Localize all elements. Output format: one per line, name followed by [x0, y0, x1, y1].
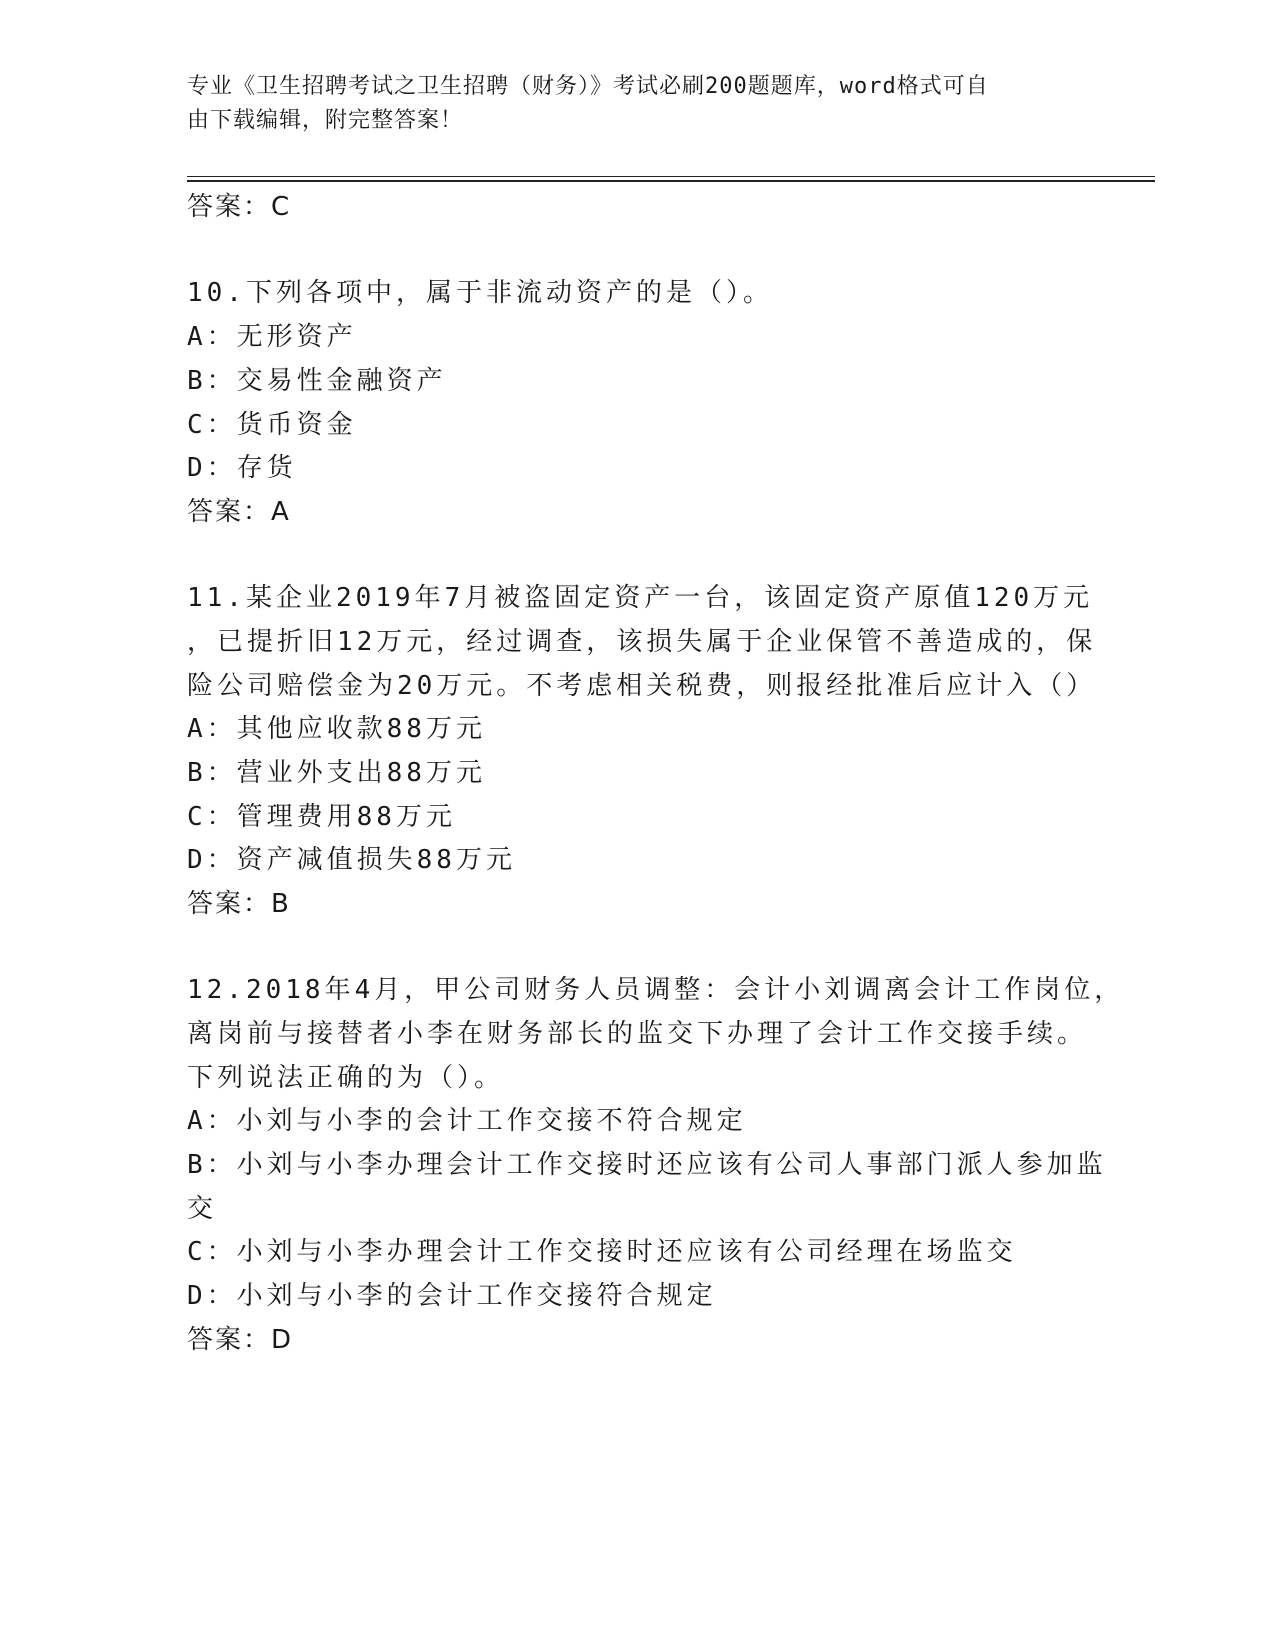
document-header — [187, 70, 1087, 138]
question-11-answer: 答案：B — [187, 889, 291, 919]
question-10-option-c: C：货币资金 — [187, 410, 357, 440]
previous-answer: 答案：C — [187, 192, 292, 222]
header-line-2: 由下载编辑，附完整答案！ — [187, 108, 464, 133]
question-12-option-c: C：小刘与小李办理会计工作交接时还应该有公司经理在场监交 — [187, 1237, 1017, 1267]
question-10-option-b: B：交易性金融资产 — [187, 366, 447, 396]
question-11-option-d: D：资产减值损失88万元 — [187, 845, 516, 875]
question-11-option-c: C：管理费用88万元 — [187, 802, 456, 832]
question-12-stem-line-1: 12.2018年4月，甲公司财务人员调整：会计小刘调离会计工作岗位， — [187, 975, 1125, 1005]
question-12-stem-line-2: 离岗前与接替者小李在财务部长的监交下办理了会计工作交接手续。 — [187, 1019, 1088, 1049]
question-12-option-a: A：小刘与小李的会计工作交接不符合规定 — [187, 1106, 747, 1136]
question-11-stem-line-2: ，已提折旧12万元，经过调查，该损失属于企业保管不善造成的，保 — [187, 627, 1097, 657]
question-11-option-b: B：营业外支出88万元 — [187, 758, 486, 788]
question-12-option-d: D：小刘与小李的会计工作交接符合规定 — [187, 1281, 717, 1311]
question-10-answer: 答案：A — [187, 497, 291, 527]
header-divider-thin — [187, 176, 1155, 177]
question-11-option-a: A：其他应收款88万元 — [187, 714, 486, 744]
question-12-stem-line-3: 下列说法正确的为（）。 — [187, 1063, 505, 1093]
question-10-option-a: A：无形资产 — [187, 322, 357, 352]
question-10-option-d: D：存货 — [187, 453, 297, 483]
question-12-option-b-continued: 交 — [187, 1194, 218, 1224]
question-12-option-b: B：小刘与小李办理会计工作交接时还应该有公司人事部门派人参加监 — [187, 1150, 1107, 1180]
header-divider-thick — [187, 180, 1155, 182]
header-line-1: 专业《卫生招聘考试之卫生招聘（财务）》考试必刷200题题库，word格式可自 — [187, 74, 989, 99]
question-11-stem-line-1: 11.某企业2019年7月被盗固定资产一台，该固定资产原值120万元 — [187, 583, 1094, 613]
question-12-answer: 答案：D — [187, 1325, 294, 1355]
question-11-stem-line-3: 险公司赔偿金为20万元。不考虑相关税费，则报经批准后应计入（） — [187, 671, 1097, 701]
question-10-stem: 10.下列各项中，属于非流动资产的是（）。 — [187, 278, 773, 308]
